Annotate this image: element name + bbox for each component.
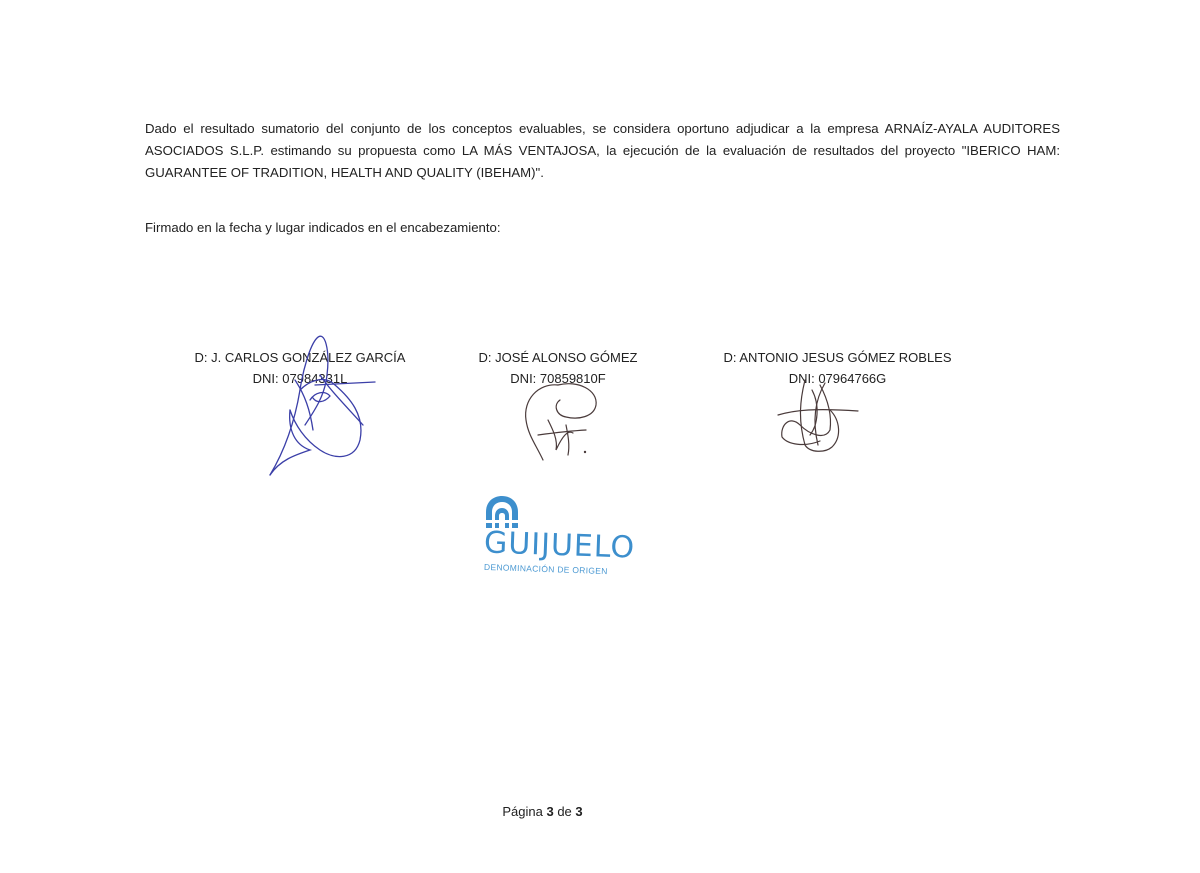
signatory-dni: DNI: 70859810F: [510, 371, 606, 386]
signatory-dni: DNI: 07964766G: [788, 371, 887, 386]
signatory-name: D: ANTONIO JESUS GÓMEZ ROBLES: [723, 350, 952, 365]
signed-statement: Firmado en la fecha y lugar indicados en el encabezamiento:: [145, 220, 501, 235]
footer-current-page: 3: [546, 804, 554, 819]
signatory-name: D: JOSÉ ALONSO GÓMEZ: [478, 350, 638, 365]
signature-2-scribble: [518, 375, 608, 465]
footer-prefix: Página: [502, 804, 547, 819]
footer-middle: de: [553, 804, 576, 819]
signatory-name: D: J. CARLOS GONZÁLEZ GARCÍA: [194, 350, 406, 365]
signature-1-scribble: [255, 330, 385, 480]
logo-subtitle: DENOMINACIÓN DE ORIGEN: [483, 561, 608, 577]
logo-wordmark: GUIJUELO: [483, 525, 636, 566]
signatory-dni: DNI: 07984331L: [252, 371, 348, 386]
guijuelo-logo: [478, 492, 668, 587]
signature-3-scribble: [770, 375, 865, 455]
award-paragraph: Dado el resultado sumatorio del conjunto de los conceptos evaluables, se considera oportuno adjudicar a la empresa ARNAÍZ-AYALA AUDITORES ASOCIADOS S.L.P. estimando su propuesta como LA MÁS VENTAJOSA, la ejecución de la evaluación de resultados del proyecto "IBERICO HAM: GUARANTEE OF TRADITION, HEALTH AND QUALITY (IBEHAM)".: [145, 121, 1060, 180]
page-number-footer: [0, 804, 1085, 819]
footer-total-pages: 3: [575, 804, 583, 819]
